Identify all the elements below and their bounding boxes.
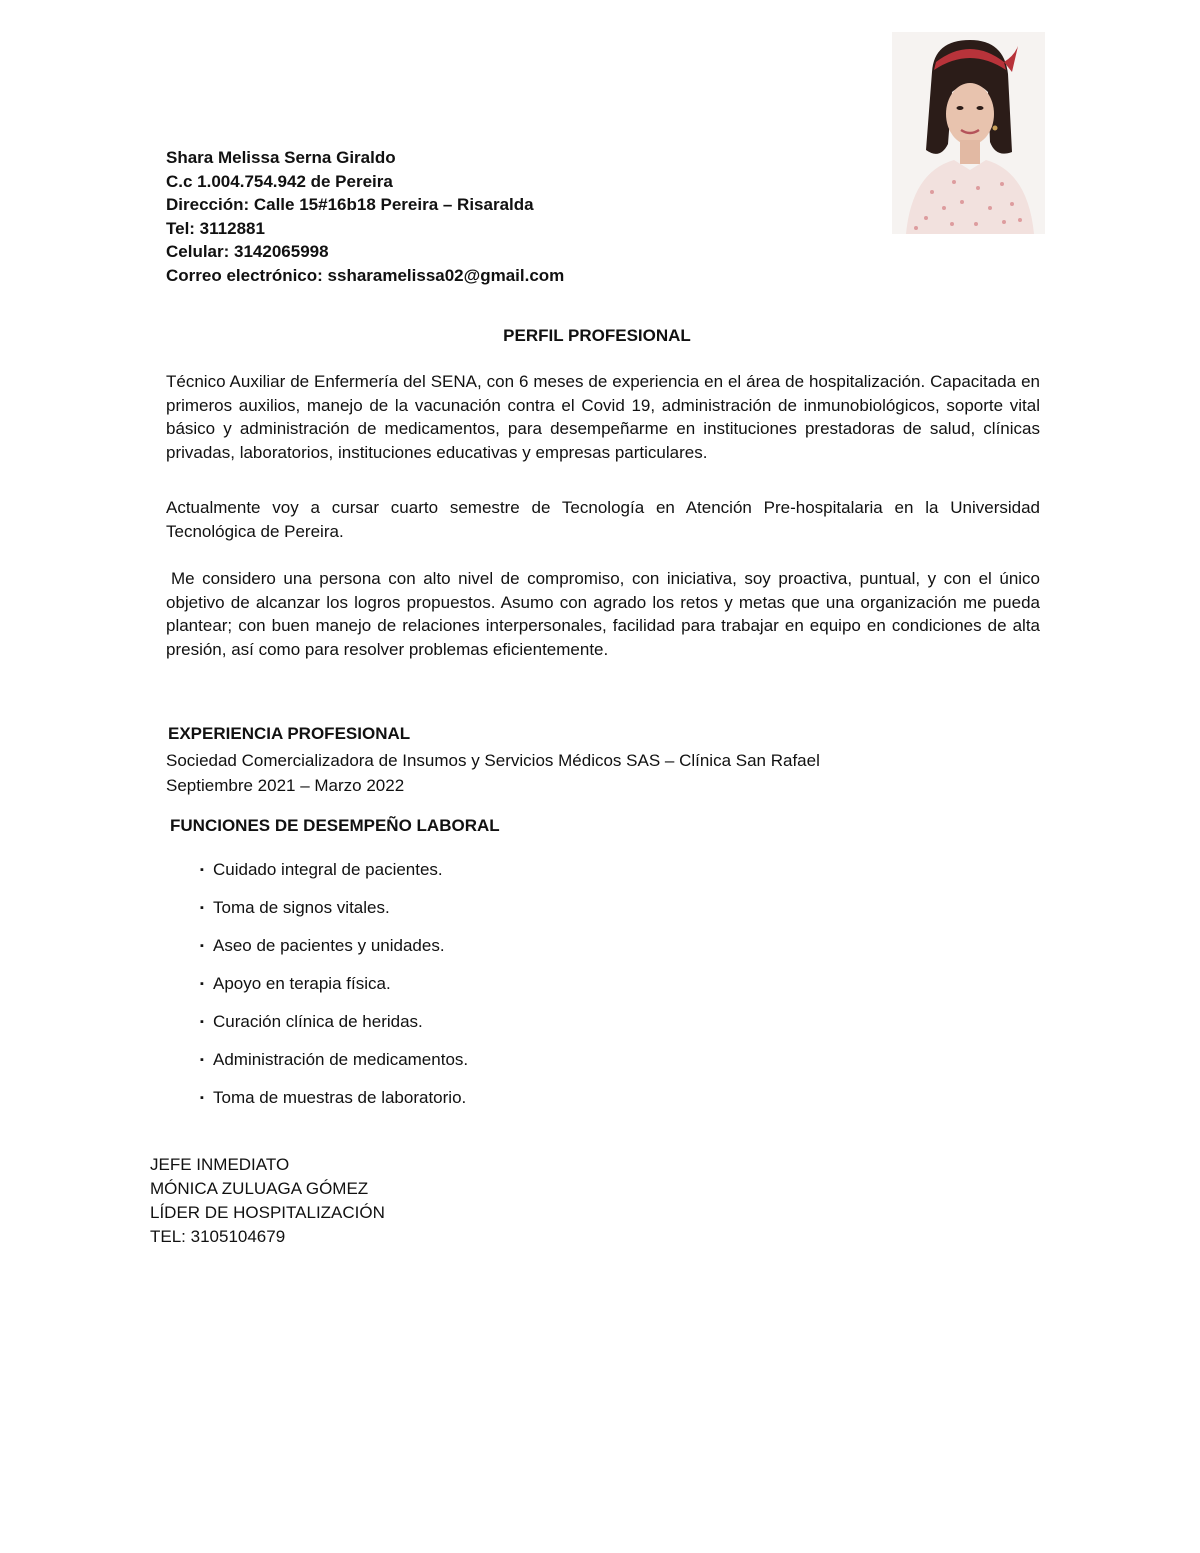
candidate-id: C.c 1.004.754.942 de Pereira: [166, 171, 393, 191]
perfil-paragraph-3: Me considero una persona con alto nivel de compromiso, con iniciativa, soy proactiva, puntual, y con el único objetivo de alcanzar los logros propuestos. Asumo con agrado los retos y metas que una organización me pueda plantear; con buen manejo de relaciones interpersonales, facilidad para trabajar en equipo en condiciones de alta presión, así como para resolver problemas eficientemente.: [166, 569, 1040, 659]
bullet-icon: ▪: [200, 902, 204, 914]
candidate-address: Dirección: Calle 15#16b18 Pereira – Risaralda: [166, 195, 534, 214]
list-item: ▪ Aseo de pacientes y unidades.: [200, 934, 468, 972]
candidate-email: Correo electrónico: ssharamelissa02@gmail.com: [166, 265, 565, 285]
list-item: ▪ Curación clínica de heridas.: [200, 1010, 468, 1048]
perfil-paragraph-1: Técnico Auxiliar de Enfermería del SENA, con 6 meses de experiencia en el área de hospitalización. Capacitada en primeros auxilios, manejo de la vacunación contra el Covid 19, administración de inmunobiológicos, soporte vital básico y administración de medicamentos, para desempeñarme en instituciones prestadoras de salud, clínicas privadas, laboratorios, instituciones educativas y empresas particulares.: [166, 372, 1040, 462]
reference-tel: TEL: 3105104679: [150, 1227, 286, 1246]
perfil-paragraph-2: Actualmente voy a cursar cuarto semestre de Tecnología en Atención Pre-hospitalaria en la Universidad Tecnológica de Pereira.: [166, 498, 1040, 541]
bullet-icon: ▪: [200, 940, 204, 952]
profile-photo: [892, 32, 1045, 234]
reference-block: [150, 1153, 385, 1249]
experience-company: Sociedad Comercializadora de Insumos y Servicios Médicos SAS – Clínica San Rafael: [166, 751, 820, 770]
experience-title: EXPERIENCIA PROFESIONAL: [168, 724, 411, 743]
bullet-icon: ▪: [200, 864, 204, 876]
list-item: ▪ Administración de medicamentos.: [200, 1048, 468, 1086]
contact-header: [166, 146, 564, 287]
candidate-name: Shara Melissa Serna Giraldo: [166, 148, 396, 167]
experience-period: Septiembre 2021 – Marzo 2022: [166, 776, 405, 795]
perfil-title: PERFIL PROFESIONAL: [503, 326, 691, 345]
bullet-icon: ▪: [200, 978, 204, 990]
list-item: ▪ Toma de signos vitales.: [200, 896, 468, 934]
profile-photo-image: [892, 32, 1045, 234]
list-item: ▪ Cuidado integral de pacientes.: [200, 858, 468, 896]
functions-list: [200, 858, 468, 1124]
candidate-tel: Tel: 3112881: [166, 218, 265, 238]
bullet-icon: ▪: [200, 1092, 204, 1104]
reference-role: LÍDER DE HOSPITALIZACIÓN: [150, 1203, 385, 1222]
reference-label: JEFE INMEDIATO: [150, 1155, 290, 1174]
bullet-icon: ▪: [200, 1054, 204, 1066]
candidate-mobile: Celular: 3142065998: [166, 242, 329, 261]
functions-title: FUNCIONES DE DESEMPEÑO LABORAL: [170, 816, 500, 835]
reference-name: MÓNICA ZULUAGA GÓMEZ: [150, 1179, 369, 1198]
list-item: ▪ Toma de muestras de laboratorio.: [200, 1086, 468, 1124]
bullet-icon: ▪: [200, 1016, 204, 1028]
list-item: ▪ Apoyo en terapia física.: [200, 972, 468, 1010]
